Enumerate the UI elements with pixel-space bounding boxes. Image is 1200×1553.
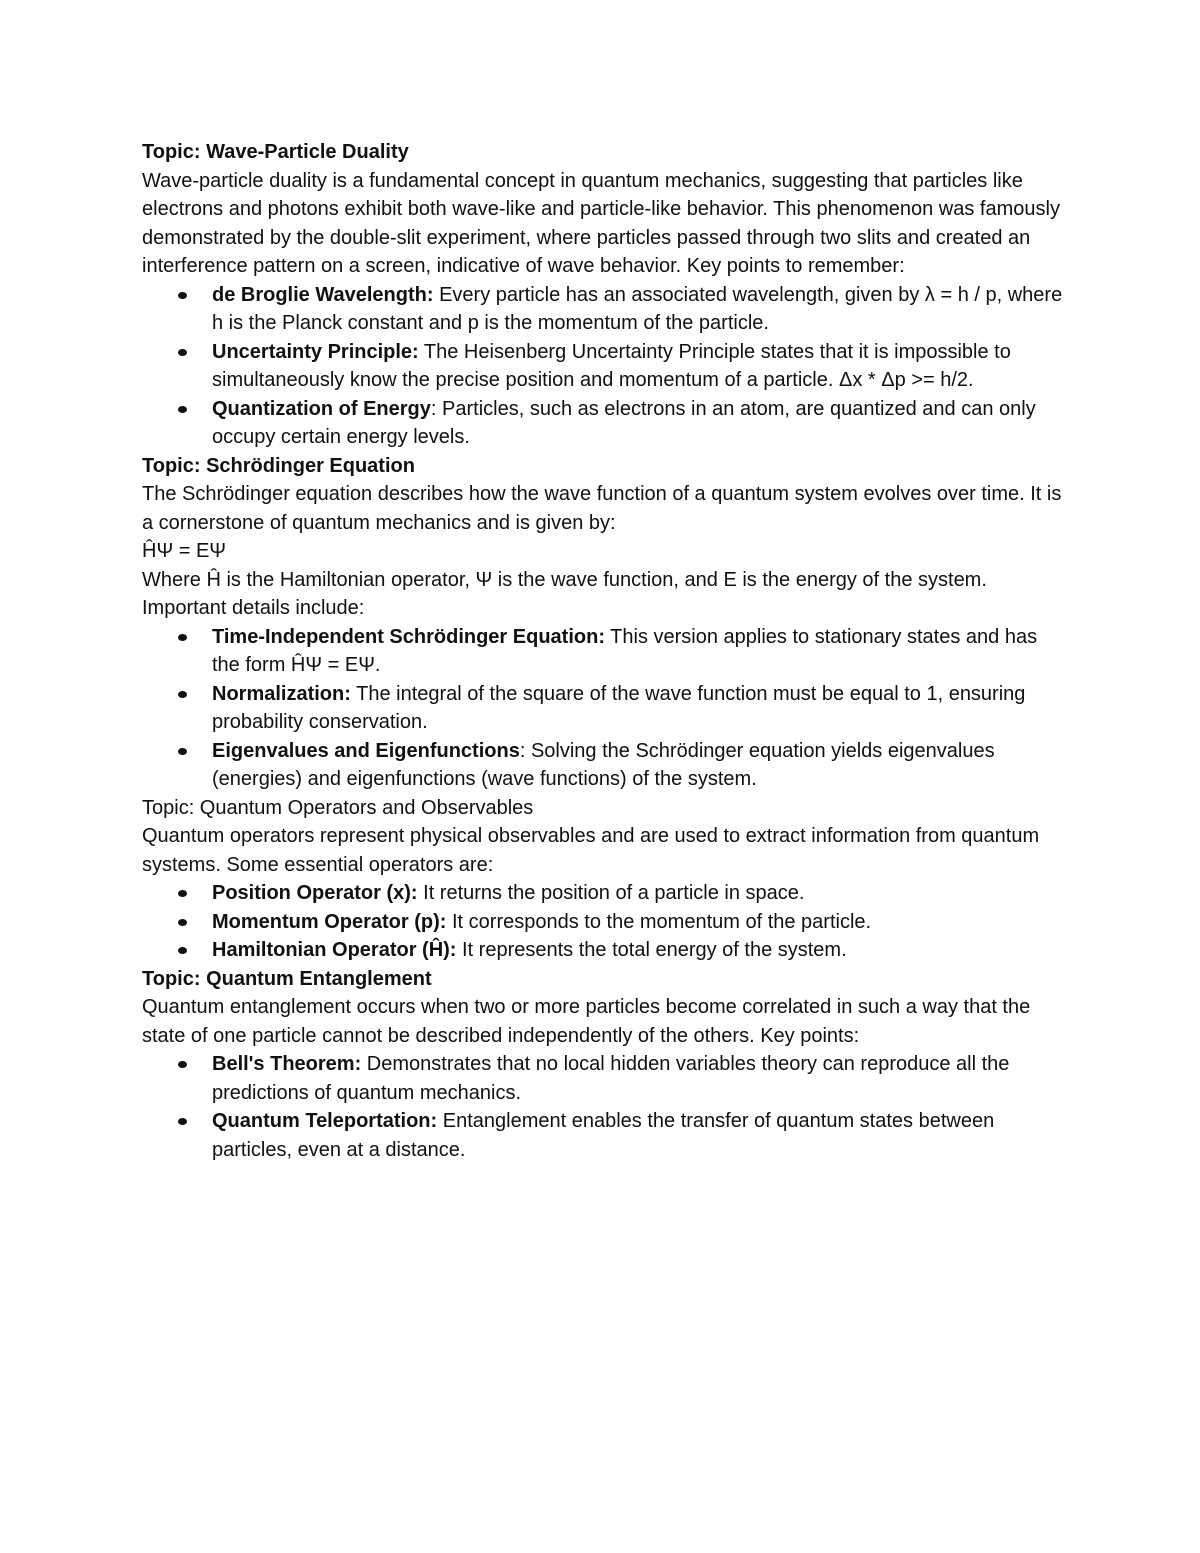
- bullet-term: Quantum Teleportation:: [212, 1110, 438, 1132]
- list-item: [212, 623, 1067, 680]
- section-quantum-entanglement: [142, 965, 1067, 1165]
- bullet-text: Demonstrates that no local hidden variables theory can reproduce all the predictions of quantum mechanics.: [212, 1053, 1010, 1104]
- list-item: [212, 908, 1067, 937]
- bullet-term: Hamiltonian Operator (Ĥ):: [212, 939, 457, 961]
- bullet-text: Every particle has an associated wavelength, given by λ = h / p, where h is the Planck constant and p is the momentum of the particle.: [212, 283, 1063, 334]
- section-intro: Wave-particle duality is a fundamental concept in quantum mechanics, suggesting that particles like electrons and photons exhibit both wave-like and particle-like behavior. This phenomenon was famously demonstrated by the double-slit experiment, where particles passed through two slits and created an interference pattern on a screen, indicative of wave behavior. Key points to remember:: [142, 169, 1060, 277]
- bullet-text: It corresponds to the momentum of the particle.: [446, 910, 872, 933]
- bullet-term: Eigenvalues and Eigenfunctions: [212, 739, 520, 762]
- list-item: [212, 338, 1067, 395]
- bullet-icon: [178, 406, 187, 413]
- bullet-term: Position Operator (x):: [212, 882, 418, 904]
- bullet-term: de Broglie Wavelength:: [212, 283, 434, 306]
- bullet-text: The Heisenberg Uncertainty Principle states that it is impossible to simultaneously know the precise position and momentum of a particle. Δx * Δp >= h/2.: [212, 340, 1011, 391]
- section-intro: The Schrödinger equation describes how the wave function of a quantum system evolves over time. It is a cornerstone of quantum mechanics and is given by:: [142, 483, 1062, 534]
- bullet-icon: [178, 947, 187, 954]
- bullet-term: Momentum Operator (p):: [212, 910, 447, 933]
- section-heading: Topic: Wave-Particle Duality: [142, 141, 409, 163]
- list-item: [212, 1107, 1067, 1164]
- document-page: [142, 138, 1067, 1164]
- bullet-list: [142, 1050, 1067, 1164]
- list-item: [212, 281, 1067, 338]
- bullet-text: : Particles, such as electrons in an atom, are quantized and can only occupy certain energy levels.: [212, 397, 1036, 448]
- bullet-text: : Solving the Schrödinger equation yields eigenvalues (energies) and eigenfunctions (wave functions) of the system.: [212, 739, 995, 790]
- bullet-list: [142, 623, 1067, 794]
- bullet-icon: [178, 1061, 187, 1068]
- bullet-term: Time-Independent Schrödinger Equation:: [212, 625, 605, 648]
- list-item: [212, 936, 1067, 965]
- bullet-text: The integral of the square of the wave function must be equal to 1, ensuring probability conservation.: [212, 682, 1026, 733]
- section-wave-particle-duality: [142, 138, 1067, 452]
- bullet-text: This version applies to stationary states and has the form ĤΨ = EΨ.: [212, 625, 1038, 676]
- section-intro: Quantum operators represent physical observables and are used to extract information from quantum systems. Some essential operators are:: [142, 825, 1040, 876]
- bullet-term: Quantization of Energy: [212, 397, 431, 420]
- bullet-term: Bell's Theorem:: [212, 1053, 362, 1075]
- list-item: [212, 737, 1067, 794]
- bullet-icon: [178, 691, 187, 698]
- bullet-list: [142, 281, 1067, 452]
- section-outro: Where Ĥ is the Hamiltonian operator, Ψ is the wave function, and E is the energy of the system. Important details include:: [142, 568, 987, 619]
- section-intro: Quantum entanglement occurs when two or more particles become correlated in such a way that the state of one particle cannot be described independently of the others. Key points:: [142, 996, 1031, 1047]
- bullet-list: [142, 879, 1067, 965]
- section-quantum-operators: [142, 794, 1067, 965]
- bullet-term: Normalization:: [212, 682, 351, 705]
- bullet-text: It returns the position of a particle in space.: [417, 882, 805, 904]
- section-schrodinger-equation: [142, 452, 1067, 794]
- bullet-icon: [178, 634, 187, 641]
- bullet-term: Uncertainty Principle:: [212, 340, 419, 363]
- list-item: [212, 1050, 1067, 1107]
- section-heading: Topic: Quantum Entanglement: [142, 967, 432, 990]
- bullet-text: Entanglement enables the transfer of quantum states between particles, even at a distance.: [212, 1110, 995, 1161]
- section-heading: Topic: Quantum Operators and Observables: [142, 796, 534, 819]
- list-item: [212, 879, 1067, 908]
- section-heading: Topic: Schrödinger Equation: [142, 454, 415, 477]
- bullet-icon: [178, 919, 187, 926]
- bullet-text: It represents the total energy of the system.: [456, 939, 847, 961]
- equation: ĤΨ = EΨ: [142, 540, 226, 562]
- bullet-icon: [178, 890, 187, 897]
- bullet-icon: [178, 292, 187, 299]
- list-item: [212, 395, 1067, 452]
- bullet-icon: [178, 1118, 187, 1125]
- bullet-icon: [178, 349, 187, 356]
- list-item: [212, 680, 1067, 737]
- bullet-icon: [178, 748, 187, 755]
